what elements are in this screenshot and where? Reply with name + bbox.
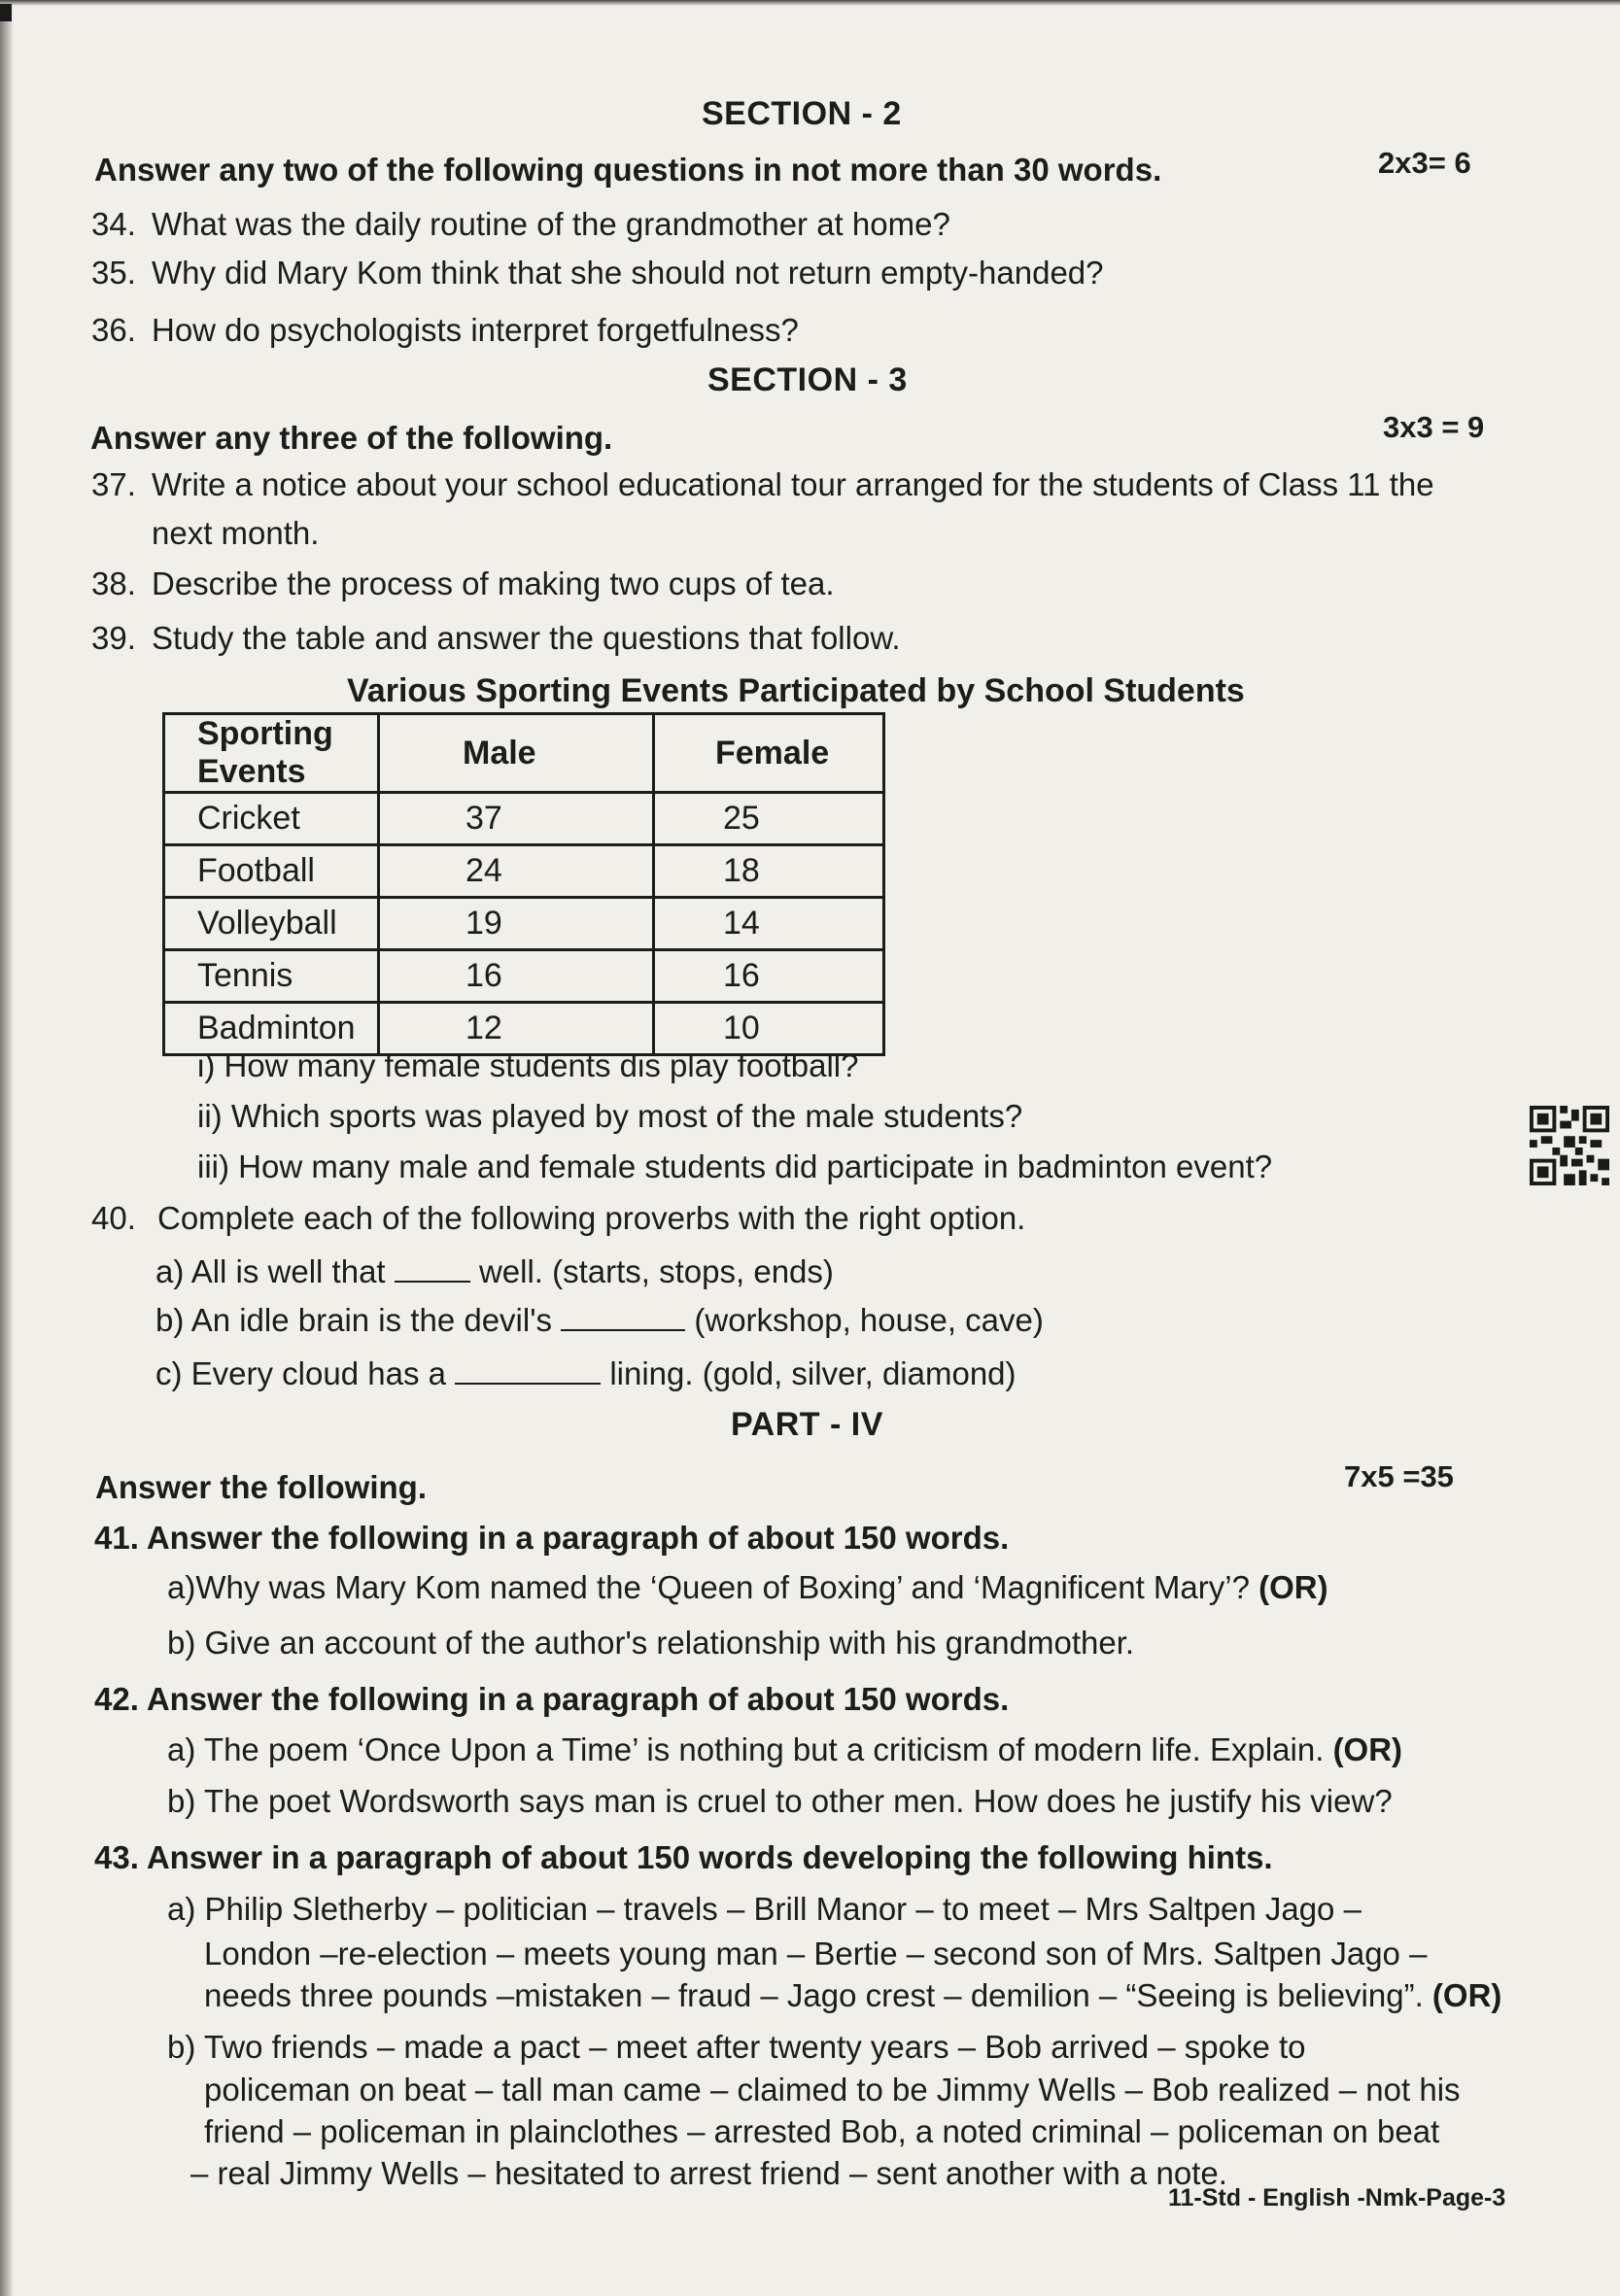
question-42-b: b) The poet Wordsworth says man is cruel to other men. How does he justify his view? xyxy=(167,1783,1393,1819)
question-43-b-line3: friend – policeman in plainclothes – arrested Bob, a noted criminal – policeman on beat xyxy=(204,2113,1440,2149)
section-3-instruction: Answer any three of the following. xyxy=(90,420,613,456)
question-number: 34. xyxy=(91,206,136,242)
question-42-a-text: a) The poem ‘Once Upon a Time’ is nothing but a criticism of modern life. Explain. xyxy=(167,1731,1325,1767)
question-text: Describe the process of making two cups of tea. xyxy=(152,565,835,601)
page-top-edge xyxy=(0,0,1620,6)
table-header-cell: Female xyxy=(654,714,884,793)
proverb-c-start: c) Every cloud has a xyxy=(155,1355,446,1391)
proverb-a-blank xyxy=(395,1253,470,1283)
table-header-cell: Sporting Events xyxy=(164,714,379,793)
question-43-b-line2: policeman on beat – tall man came – claimed to be Jimmy Wells – Bob realized – not his xyxy=(204,2072,1461,2108)
question-43-b-line1: b) Two friends – made a pact – meet after twenty years – Bob arrived – spoke to xyxy=(167,2029,1306,2065)
page-footer: 11-Std - English -Nmk-Page-3 xyxy=(1168,2184,1506,2211)
question-39 xyxy=(91,620,901,657)
table-cell: 18 xyxy=(654,845,884,898)
question-text: What was the daily routine of the grandmother at home? xyxy=(152,206,950,242)
question-number: 40. xyxy=(91,1200,136,1236)
question-text: How do psychologists interpret forgetfulness? xyxy=(152,312,799,348)
question-43-a-line1: a) Philip Sletherby – politician – travels – Brill Manor – to meet – Mrs Saltpen Jago – xyxy=(167,1891,1361,1927)
or-label: (OR) xyxy=(1332,1731,1403,1767)
subquestion-iii: iii) How many male and female students did participate in badminton event? xyxy=(197,1148,1273,1184)
qr-code-image xyxy=(1530,1106,1609,1185)
question-35 xyxy=(91,255,1104,291)
table-row xyxy=(164,793,884,845)
table-cell: 14 xyxy=(654,898,884,950)
question-41-a xyxy=(167,1569,1328,1606)
corner-mark xyxy=(0,4,12,21)
table-cell: 16 xyxy=(379,950,654,1003)
section-2-marks: 2x3= 6 xyxy=(1378,146,1471,180)
question-43-a-line3 xyxy=(204,1977,1501,2014)
proverb-b-start: b) An idle brain is the devil's xyxy=(155,1302,553,1338)
section-3-marks: 3x3 = 9 xyxy=(1383,410,1485,444)
table-cell: Football xyxy=(164,845,379,898)
question-number: 39. xyxy=(91,620,136,656)
table-cell: 37 xyxy=(379,793,654,845)
question-43-heading: 43. Answer in a paragraph of about 150 words developing the following hints. xyxy=(94,1839,1273,1875)
table-cell: 12 xyxy=(379,1003,654,1055)
question-number: 36. xyxy=(91,312,136,348)
table-cell: Tennis xyxy=(164,950,379,1003)
proverb-a-start: a) All is well that xyxy=(155,1253,386,1289)
proverb-a-end: well. (starts, stops, ends) xyxy=(478,1253,834,1289)
question-text: Study the table and answer the questions that follow. xyxy=(152,620,901,656)
question-42-heading: 42. Answer the following in a paragraph of about 150 words. xyxy=(94,1681,1010,1717)
table-row xyxy=(164,898,884,950)
proverb-c xyxy=(155,1355,1017,1392)
section-2-instruction: Answer any two of the following questions in not more than 30 words. xyxy=(94,152,1162,188)
table-caption: Various Sporting Events Participated by School Students xyxy=(347,672,1245,709)
question-43-a-line2: London –re-election – meets young man – Bertie – second son of Mrs. Saltpen Jago – xyxy=(204,1936,1428,1971)
table-header-row xyxy=(164,714,884,793)
table-row xyxy=(164,845,884,898)
proverb-c-blank xyxy=(455,1355,601,1385)
question-41-heading: 41. Answer the following in a paragraph of about 150 words. xyxy=(94,1520,1010,1556)
table-cell: Volleyball xyxy=(164,898,379,950)
question-43-b-line4: – real Jimmy Wells – hesitated to arrest friend – sent another with a note. xyxy=(190,2155,1227,2191)
part-4-instruction: Answer the following. xyxy=(95,1469,428,1505)
table-cell: 10 xyxy=(654,1003,884,1055)
subquestion-i: i) How many female students dis play football? xyxy=(197,1047,859,1083)
table-row xyxy=(164,950,884,1003)
question-43-a-line3-text: needs three pounds –mistaken – fraud – Jago crest – demilion – “Seeing is believing”. xyxy=(204,1977,1424,2013)
proverb-a xyxy=(155,1253,834,1290)
proverb-c-end: lining. (gold, silver, diamond) xyxy=(609,1355,1017,1391)
question-36 xyxy=(91,312,799,349)
section-3-title: SECTION - 3 xyxy=(707,361,908,398)
proverb-b xyxy=(155,1302,1044,1339)
sports-table xyxy=(162,712,885,1056)
question-text: Why did Mary Kom think that she should not return empty-handed? xyxy=(152,255,1104,291)
table-cell: Cricket xyxy=(164,793,379,845)
table-header-cell: Male xyxy=(379,714,654,793)
question-37 xyxy=(91,466,1434,503)
question-text: Complete each of the following proverbs with the right option. xyxy=(157,1200,1026,1236)
question-number: 37. xyxy=(91,466,136,502)
section-2-title: SECTION - 2 xyxy=(702,95,902,132)
question-number: 35. xyxy=(91,255,136,291)
question-42-a xyxy=(167,1731,1402,1768)
question-41-b: b) Give an account of the author's relationship with his grandmother. xyxy=(167,1625,1135,1661)
or-label: (OR) xyxy=(1431,1977,1502,2013)
question-37-continuation: next month. xyxy=(152,515,320,551)
part-4-marks: 7x5 =35 xyxy=(1344,1459,1454,1493)
question-number: 38. xyxy=(91,565,136,601)
question-text: Write a notice about your school educational tour arranged for the students of Class 11 the xyxy=(152,466,1434,502)
page-shadow-edge xyxy=(0,0,14,2296)
question-38 xyxy=(91,565,835,602)
or-label: (OR) xyxy=(1258,1569,1328,1605)
proverb-b-end: (workshop, house, cave) xyxy=(694,1302,1044,1338)
table-cell: Badminton xyxy=(164,1003,379,1055)
question-34 xyxy=(91,206,950,243)
table-cell: 16 xyxy=(654,950,884,1003)
question-40 xyxy=(91,1200,1025,1237)
proverb-b-blank xyxy=(561,1302,685,1331)
table-cell: 24 xyxy=(379,845,654,898)
subquestion-ii: ii) Which sports was played by most of the male students? xyxy=(197,1098,1023,1134)
table-cell: 19 xyxy=(379,898,654,950)
table-cell: 25 xyxy=(654,793,884,845)
question-41-a-text: a)Why was Mary Kom named the ‘Queen of Boxing’ and ‘Magnificent Mary’? xyxy=(167,1569,1250,1605)
part-4-title: PART - IV xyxy=(731,1406,883,1443)
